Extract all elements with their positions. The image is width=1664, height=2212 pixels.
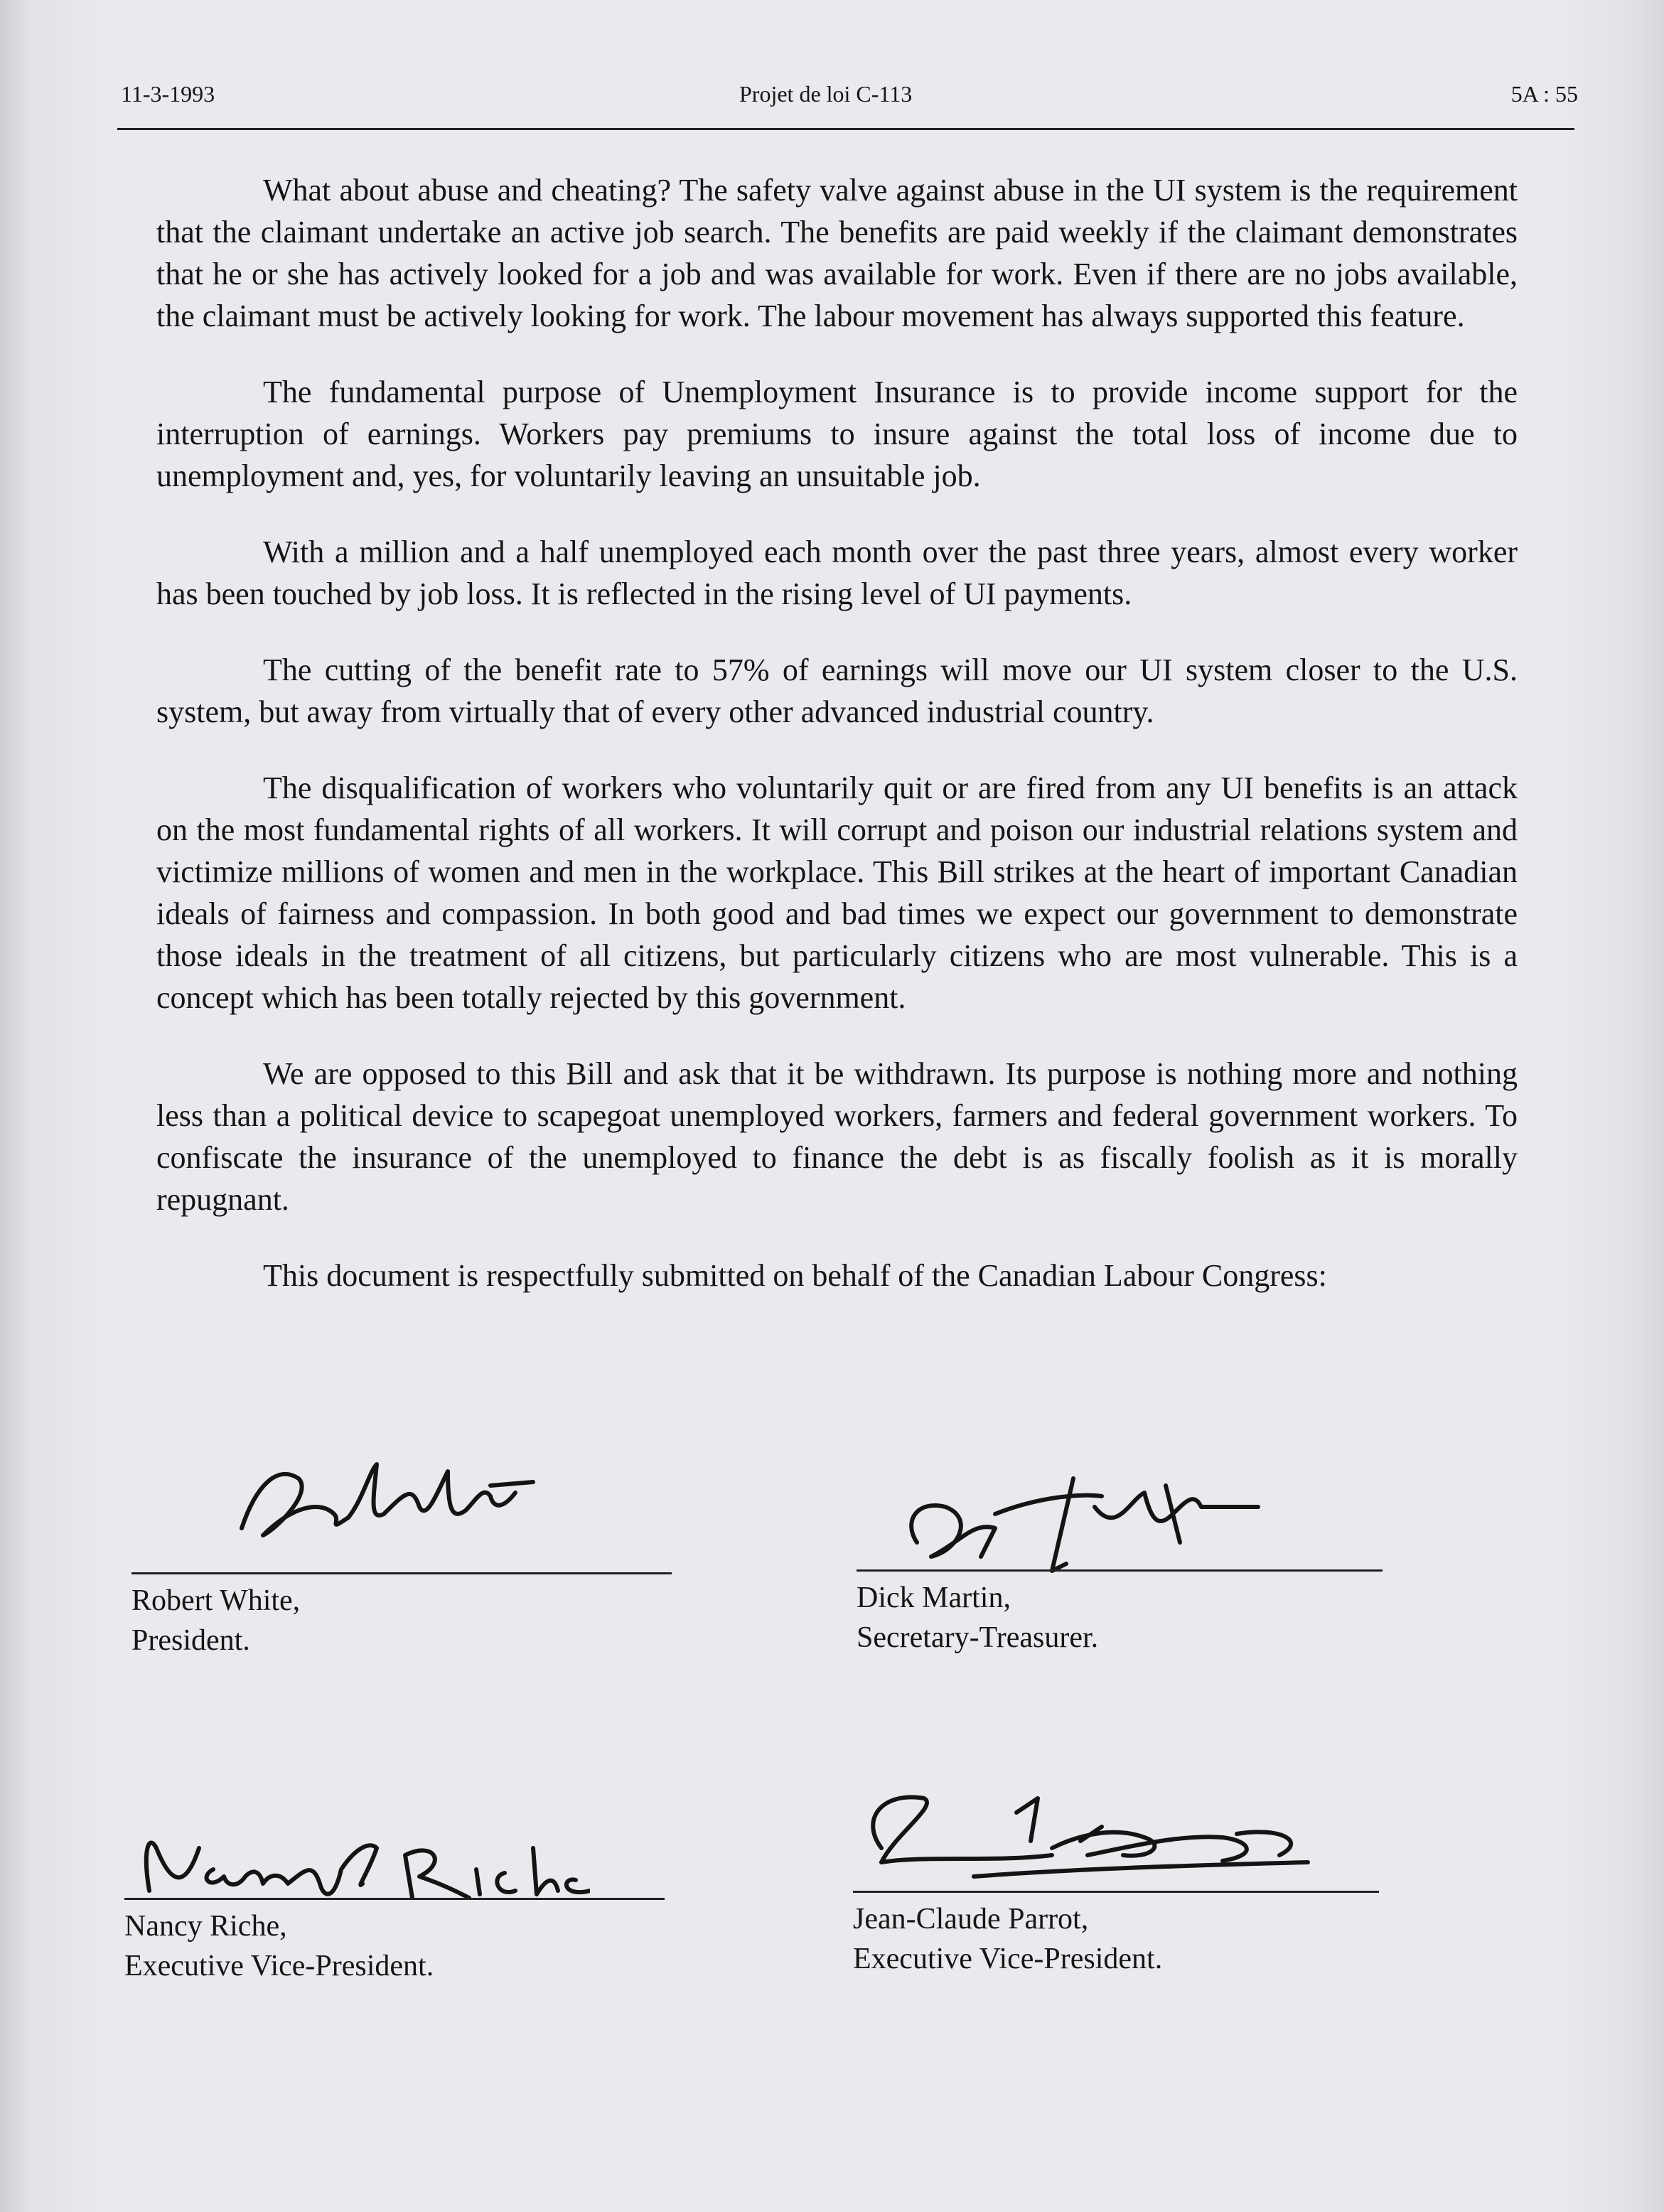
header-rule [117,128,1574,130]
signature-nancy-riche [121,1820,590,1919]
header-title: Projet de loi C-113 [739,81,913,107]
signature-line [124,1898,665,1900]
paragraph-disqualification: The disqualification of workers who voluntarily quit or are fired from any UI benefits is an attack on the most fundamental rights of all workers. It will corrupt and poison our industrial relations system and victimize millions of women and men in the workplace. This Bill strikes at the heart of important Canadian ideals of fairness and compassion. In both good and bad times we expect our government to demonstrate those ideals in the treatment of all citizens, but particularly citizens who are most vulnerable. This is a concept which has been totally rejected by this government. [156,771,1518,1015]
signatory-name: Jean-Claude Parrot, [853,1903,1089,1936]
signature-line [131,1572,672,1574]
signatory-title: Secretary-Treasurer. [857,1621,1099,1654]
signature-line [853,1891,1379,1893]
signatory-name: Nancy Riche, [124,1910,287,1943]
paragraph-abuse: What about abuse and cheating? The safety valve against abuse in the UI system is the requirement that the claimant undertake an active job search. The benefits are paid weekly if the claimant demonstrates that he or she has actively looked for a job and was available for work. Even if there are no jobs available, the claimant must be actively looking for work. The labour movement has always supported this feature. [156,173,1518,333]
header-date: 11-3-1993 [121,81,215,107]
signatory-title: President. [131,1624,250,1657]
signature-robert-white [235,1443,562,1557]
signatory-name: Dick Martin, [857,1582,1011,1614]
signature-line [857,1569,1383,1572]
signatory-title: Executive Vice-President. [853,1943,1163,1975]
paragraph-benefit-rate: The cutting of the benefit rate to 57% of earnings will move our UI system closer to the U.S. system, but away from virtually that of every other advanced industrial country. [156,653,1518,729]
page-header [121,71,1578,128]
paragraph-opposition: We are opposed to this Bill and ask that it be withdrawn. Its purpose is nothing more and nothing less than a political device to scapegoat unemployed workers, farmers and federal government workers. To confiscate the insurance of the unemployed to finance the debt is as fiscally foolish as it is morally repugnant. [156,1056,1518,1217]
document-body [156,169,1518,1331]
signatory-name: Robert White, [131,1584,301,1617]
signature-jean-claude-parrot [853,1777,1351,1905]
signatory-title: Executive Vice-President. [124,1950,434,1982]
paragraph-unemployed: With a million and a half unemployed each month over the past three years, almost every worker has been touched by job loss. It is reflected in the rising level of UI payments. [156,535,1518,611]
paragraph-submission: This document is respectfully submitted on behalf of the Canadian Labour Congress: [263,1258,1327,1293]
header-page-number: 5A : 55 [1510,81,1578,107]
paragraph-purpose: The fundamental purpose of Unemployment Insurance is to provide income support for the interruption of earnings. Workers pay premiums to insure against the total loss of income due to unemployment and, yes, for voluntarily leaving an unsuitable job. [156,375,1518,493]
